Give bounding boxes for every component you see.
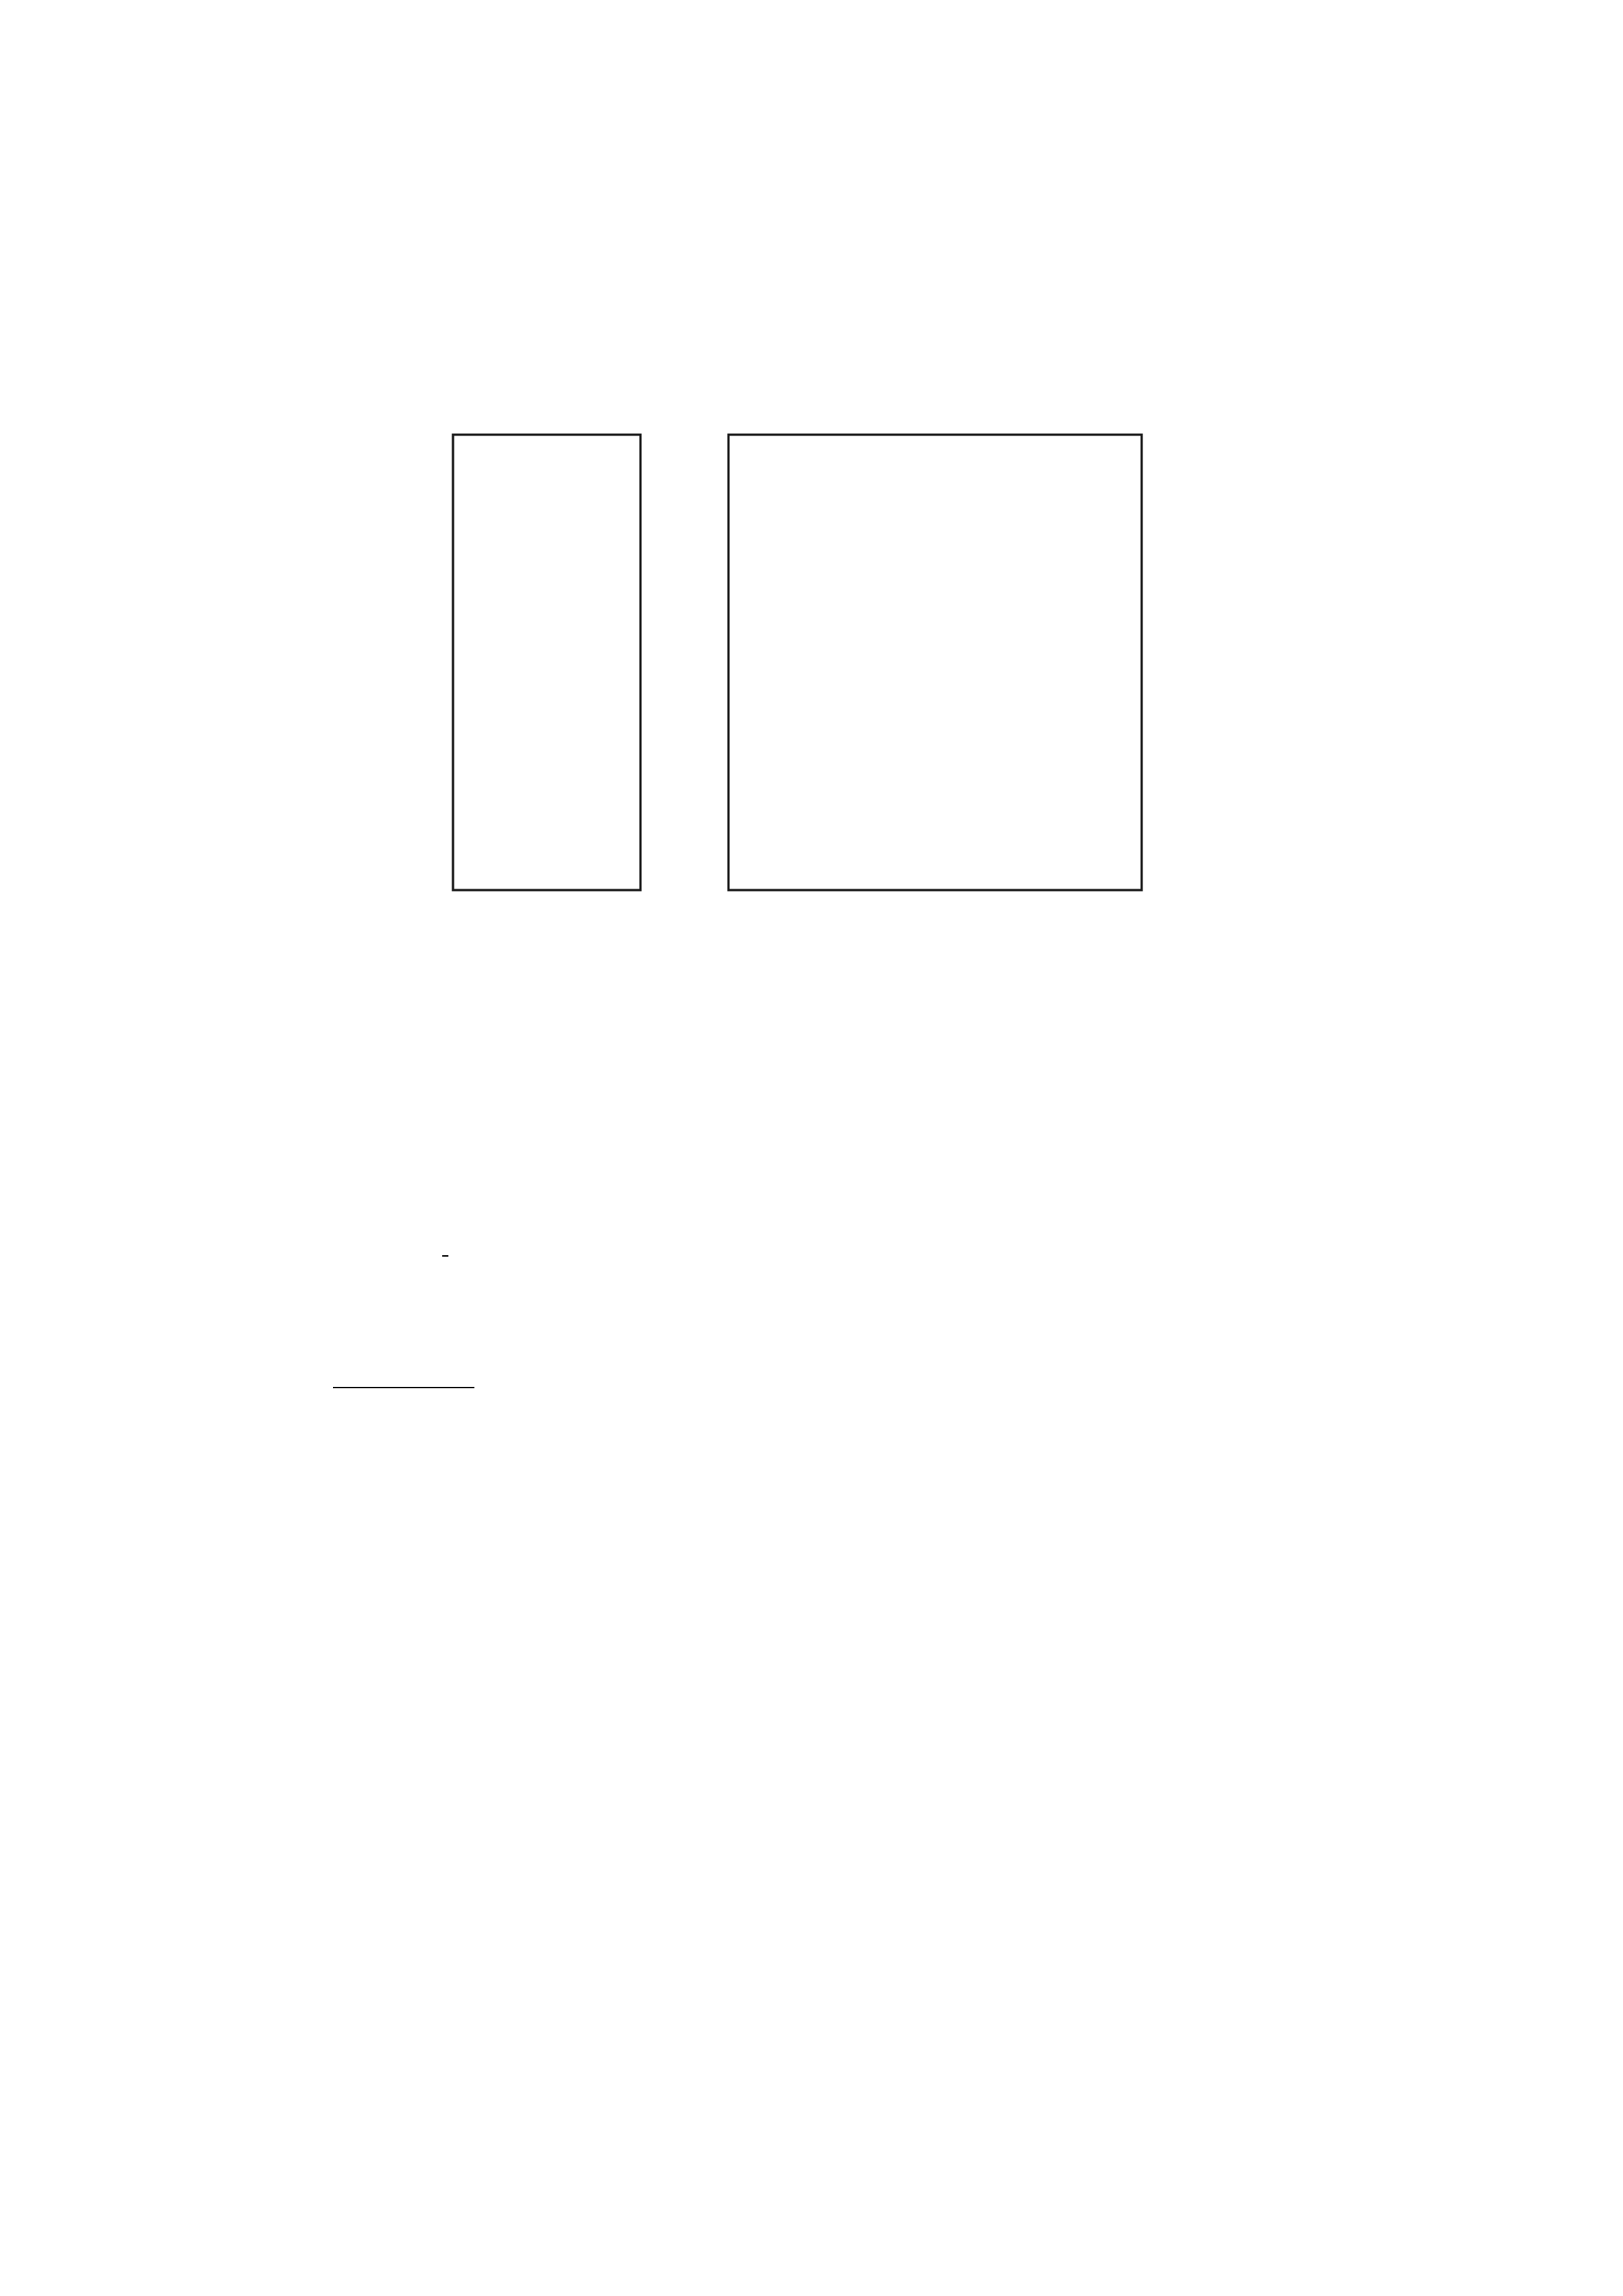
chart-a-frame xyxy=(453,435,640,890)
chart-b-frame xyxy=(728,435,1142,890)
equation-246 xyxy=(375,1255,1213,1309)
equation-numerator xyxy=(442,1255,448,1257)
figure-85 xyxy=(0,0,1623,964)
equation-fraction xyxy=(442,1255,448,1257)
footnote-rule xyxy=(333,1387,474,1388)
